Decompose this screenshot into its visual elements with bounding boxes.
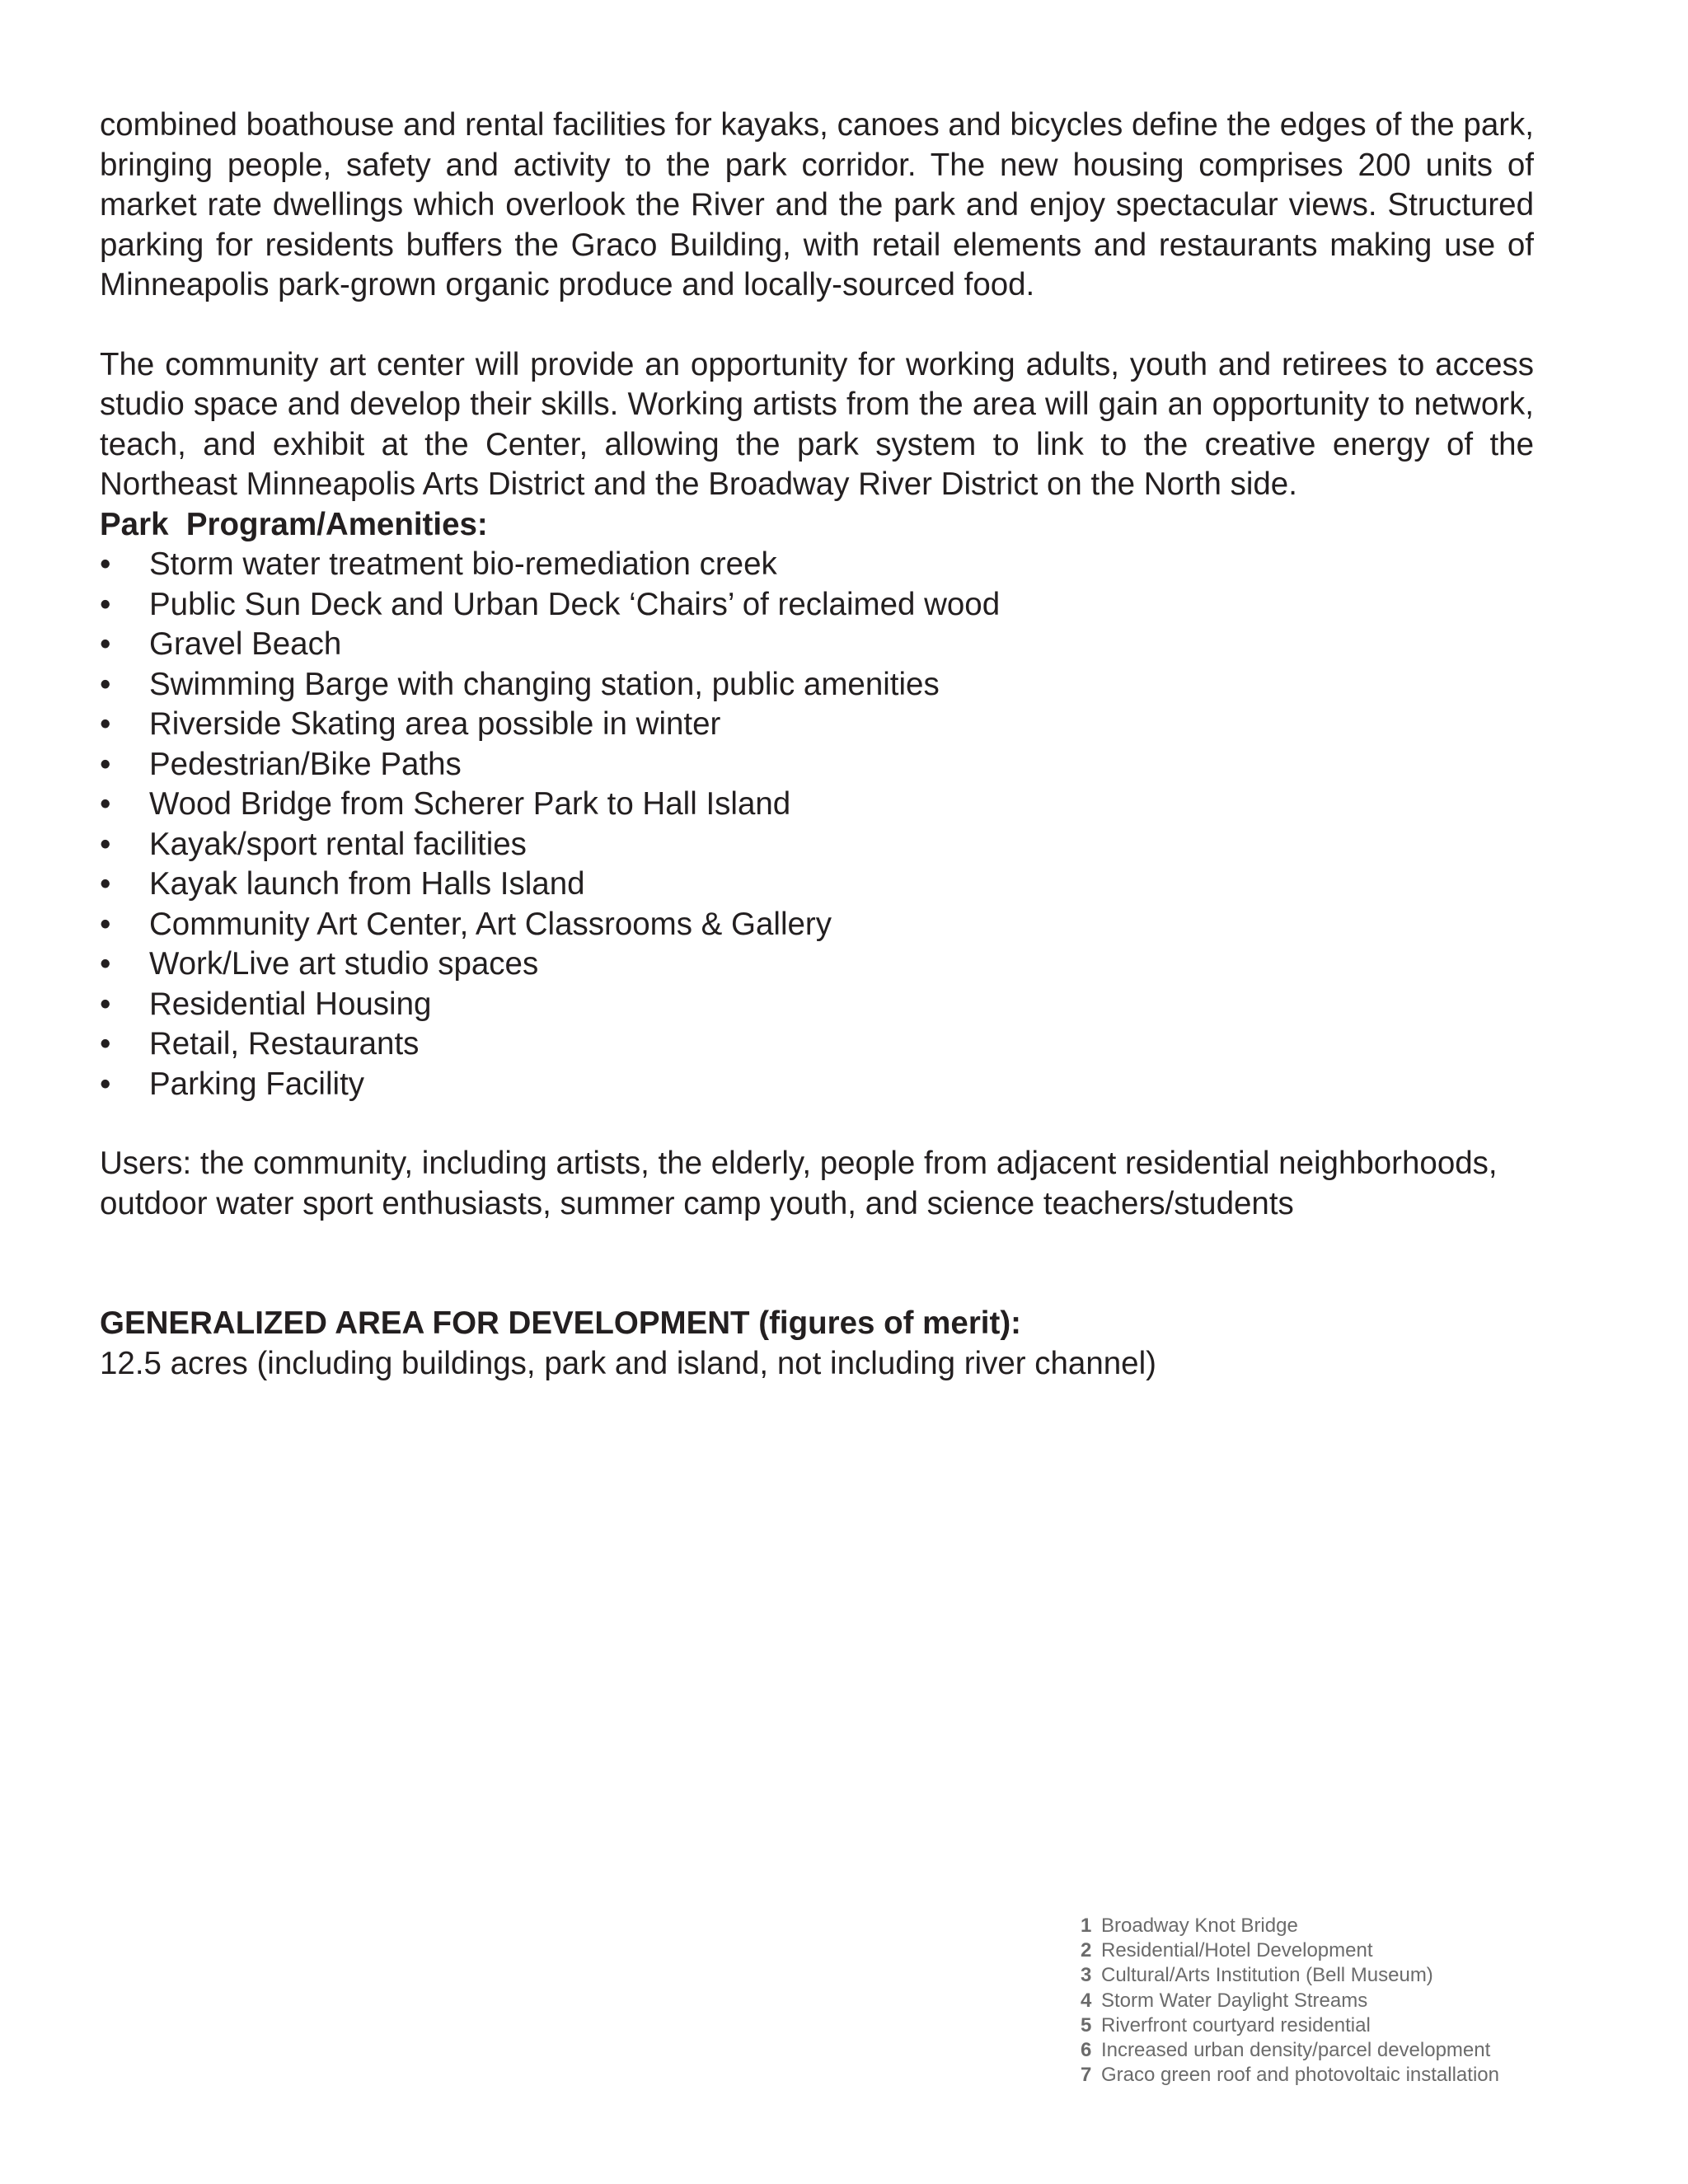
list-item: [100, 1065, 1534, 1105]
list-item: [100, 665, 1534, 705]
legend-number: 1: [1081, 1915, 1092, 1937]
list-item-label: Storm water treatment bio-remediation creek: [149, 546, 777, 582]
bullet: •: [100, 1066, 111, 1102]
legend-item: [1081, 1914, 1499, 1938]
bullet: •: [100, 546, 111, 582]
list-item: [100, 745, 1534, 785]
list-item-label: Retail, Restaurants: [149, 1026, 420, 1062]
legend-number: 5: [1081, 2013, 1092, 2036]
legend-number: 2: [1081, 1939, 1092, 1962]
legend-item: [1081, 1989, 1499, 2013]
paragraph-housing: combined boathouse and rental facilities for kayaks, canoes and bicycles define the edges of the park, bringing people, safety and activity to the park corridor. The new housing comprises 200 units of market rate dwellings which overlook the River and the park and enjoy spectacular views. Structured parking for residents buffers the Graco Building, with retail elements and restaurants making use of Minneapolis park-grown organic produce and locally-sourced food.: [100, 107, 1534, 302]
legend-number: 4: [1081, 1989, 1092, 2012]
program-heading: Park Program/Amenities:: [100, 506, 488, 542]
list-item: [100, 865, 1534, 905]
legend-item: [1081, 2013, 1499, 2038]
legend-label: Storm Water Daylight Streams: [1101, 1989, 1368, 2012]
list-item: [100, 985, 1534, 1025]
legend-number: 7: [1081, 2064, 1092, 2087]
list-item: [100, 785, 1534, 825]
bullet: •: [100, 866, 111, 902]
bullet: •: [100, 706, 111, 742]
paragraph-art-center: The community art center will provide an opportunity for working adults, youth and retirees to access studio space and develop their skills. Working artists from the area will gain an opportunity to network, teach, and exhibit at the Center, allowing the park system to link to the creative energy of the Northeast Minneapolis Arts District and the Broadway River District on the North side.: [100, 346, 1534, 502]
document-body: [100, 105, 1534, 1384]
list-item-label: Riverside Skating area possible in winter: [149, 706, 721, 742]
list-item-label: Parking Facility: [149, 1066, 365, 1102]
map-legend: [1081, 1914, 1499, 2088]
list-item: [100, 825, 1534, 865]
legend-label: Broadway Knot Bridge: [1101, 1915, 1298, 1937]
bullet: •: [100, 986, 111, 1022]
list-item-label: Kayak launch from Halls Island: [149, 866, 585, 902]
area-value: 12.5 acres (including buildings, park and island, not including river channel): [100, 1345, 1156, 1381]
list-item: [100, 545, 1534, 585]
legend-label: Riverfront courtyard residential: [1101, 2013, 1371, 2036]
users-paragraph: Users: the community, including artists, the elderly, people from adjacent residential neighborhoods, outdoor water sport enthusiasts, summer camp youth, and science teachers/students: [100, 1146, 1498, 1221]
bullet: •: [100, 946, 111, 982]
bullet: •: [100, 906, 111, 942]
list-item-label: Swimming Barge with changing station, public amenities: [149, 666, 940, 702]
list-item-label: Gravel Beach: [149, 626, 342, 662]
bullet: •: [100, 786, 111, 822]
bullet: •: [100, 626, 111, 662]
list-item: [100, 705, 1534, 745]
legend-item: [1081, 2063, 1499, 2088]
bullet: •: [100, 746, 111, 782]
list-item-label: Work/Live art studio spaces: [149, 946, 539, 982]
area-heading: GENERALIZED AREA FOR DEVELOPMENT (figures of merit):: [100, 1305, 1021, 1341]
list-item: [100, 1024, 1534, 1065]
list-item: [100, 905, 1534, 945]
bullet: •: [100, 586, 111, 622]
legend-number: 6: [1081, 2039, 1092, 2062]
legend-item: [1081, 1963, 1499, 1988]
bullet: •: [100, 1026, 111, 1062]
list-item: [100, 585, 1534, 626]
list-item-label: Wood Bridge from Scherer Park to Hall Island: [149, 786, 791, 822]
list-item-label: Community Art Center, Art Classrooms & Gallery: [149, 906, 832, 942]
legend-label: Increased urban density/parcel development: [1101, 2039, 1491, 2062]
amenities-list: [100, 545, 1534, 1104]
legend-item: [1081, 1938, 1499, 1963]
bullet: •: [100, 826, 111, 862]
legend-item: [1081, 2038, 1499, 2063]
list-item: [100, 944, 1534, 985]
legend-label: Graco green roof and photovoltaic installation: [1101, 2064, 1499, 2087]
spacer: [100, 1224, 1534, 1304]
legend-label: Residential/Hotel Development: [1101, 1939, 1373, 1962]
bullet: •: [100, 666, 111, 702]
legend-label: Cultural/Arts Institution (Bell Museum): [1101, 1964, 1433, 1987]
legend-number: 3: [1081, 1964, 1092, 1987]
list-item-label: Pedestrian/Bike Paths: [149, 746, 462, 782]
list-item: [100, 625, 1534, 665]
list-item-label: Kayak/sport rental facilities: [149, 826, 527, 862]
list-item-label: Residential Housing: [149, 986, 432, 1022]
list-item-label: Public Sun Deck and Urban Deck ‘Chairs’ of reclaimed wood: [149, 586, 1001, 622]
